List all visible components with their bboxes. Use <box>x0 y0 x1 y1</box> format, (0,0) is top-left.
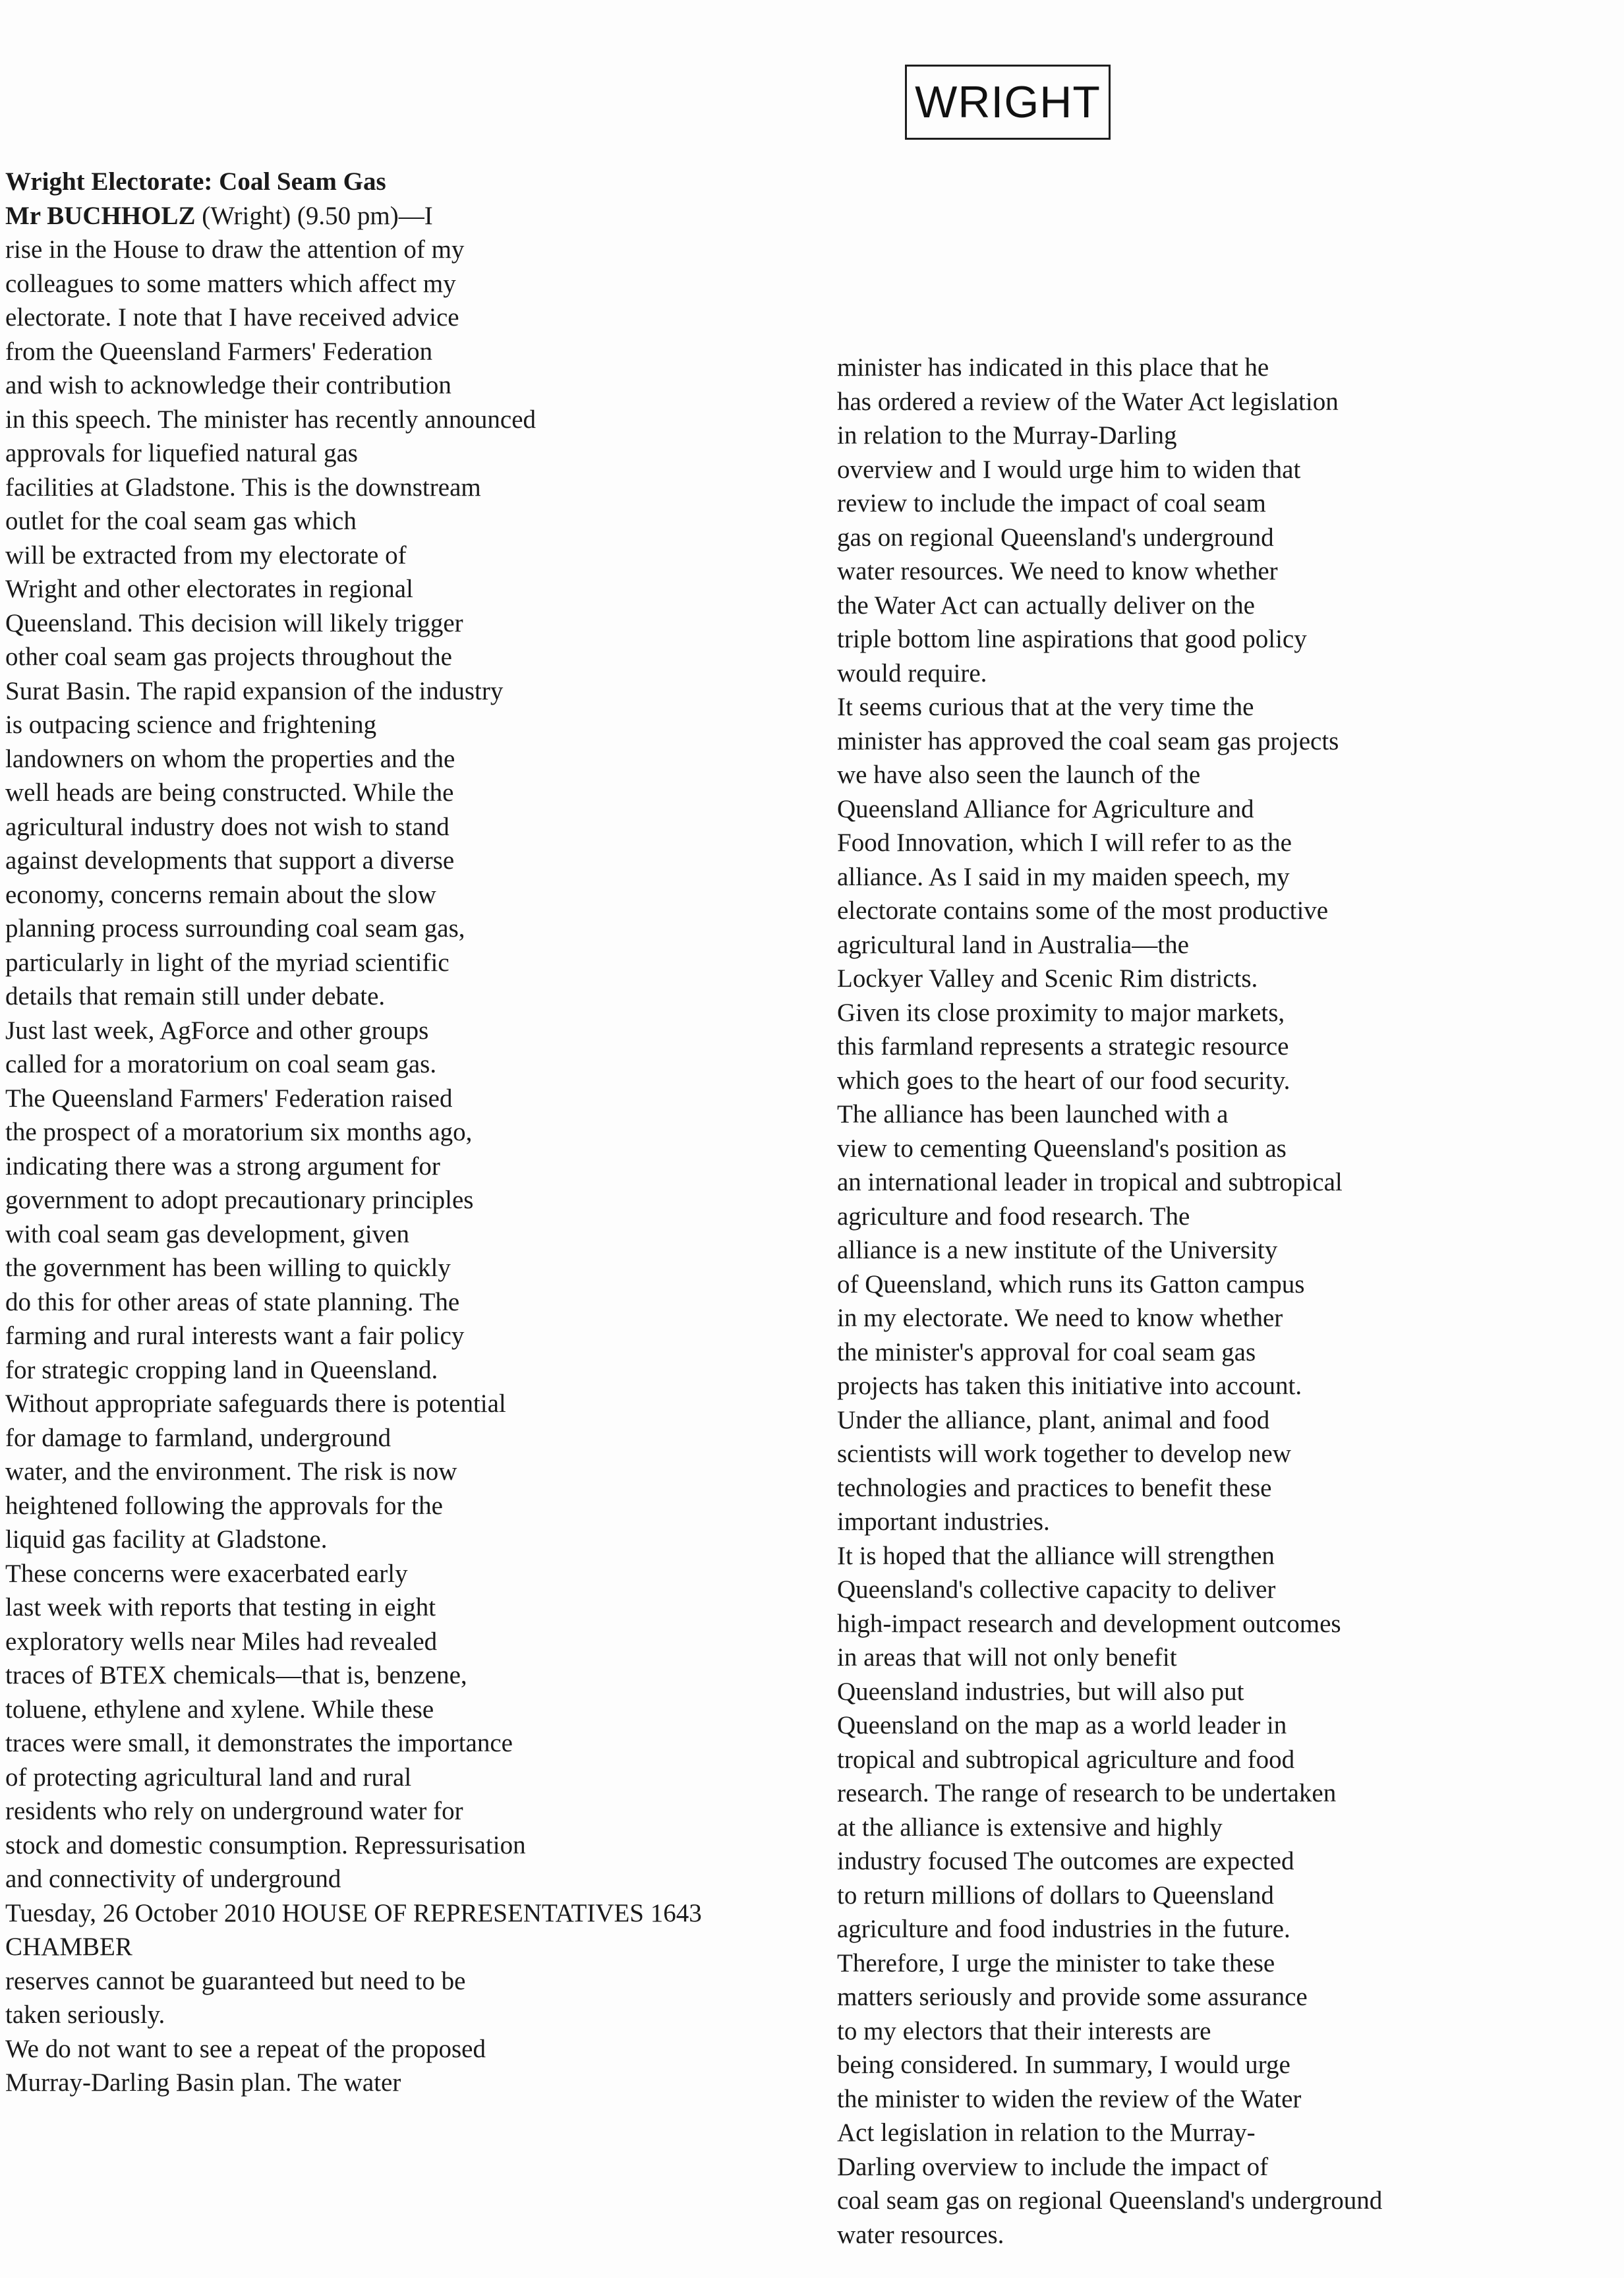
text-line: Given its close proximity to major markets, <box>837 998 1285 1027</box>
text-line: Queensland's collective capacity to deliver <box>837 1575 1276 1604</box>
left-column-body <box>5 233 836 2100</box>
text-line: Therefore, I urge the minister to take these <box>837 1948 1275 1977</box>
text-line: Without appropriate safeguards there is potential <box>5 1389 506 1418</box>
text-line: in this speech. The minister has recently announced <box>5 405 536 434</box>
text-line: approvals for liquefied natural gas <box>5 439 358 467</box>
text-line: is outpacing science and frightening <box>5 711 377 739</box>
text-line: exploratory wells near Miles had revealed <box>5 1627 438 1656</box>
text-line: indicating there was a strong argument for <box>5 1152 440 1181</box>
text-line: to return millions of dollars to Queensland <box>837 1881 1274 1910</box>
text-line: for strategic cropping land in Queensland. <box>5 1355 438 1384</box>
text-line: the prospect of a moratorium six months ago, <box>5 1118 473 1146</box>
text-line: Food Innovation, which I will refer to as the <box>837 829 1292 857</box>
text-line: rise in the House to draw the attention of my <box>5 235 465 264</box>
text-line: government to adopt precautionary principles <box>5 1186 474 1214</box>
text-line: farming and rural interests want a fair policy <box>5 1322 465 1350</box>
text-line: Surat Basin. The rapid expansion of the industry <box>5 676 504 705</box>
text-line: particularly in light of the myriad scientific <box>5 948 450 977</box>
text-line: agricultural industry does not wish to stand <box>5 812 450 841</box>
text-line: outlet for the coal seam gas which <box>5 507 357 535</box>
text-line: overview and I would urge him to widen that <box>837 455 1301 484</box>
text-line: in relation to the Murray-Darling <box>837 421 1177 450</box>
text-line: Murray-Darling Basin plan. The water <box>5 2068 401 2097</box>
text-line: Lockyer Valley and Scenic Rim districts. <box>837 964 1258 993</box>
text-line: electorate. I note that I have received advice <box>5 303 459 332</box>
text-line: technologies and practices to benefit these <box>837 1473 1272 1502</box>
text-line: agriculture and food research. The <box>837 1202 1190 1231</box>
text-line: agriculture and food industries in the future. <box>837 1915 1290 1943</box>
text-line: Tuesday, 26 October 2010 HOUSE OF REPRESENTATIVES 1643 <box>5 1898 702 1927</box>
text-line: Wright and other electorates in regional <box>5 575 413 603</box>
text-line: triple bottom line aspirations that good policy <box>837 625 1307 653</box>
text-line: matters seriously and provide some assurance <box>837 1983 1308 2011</box>
text-line: from the Queensland Farmers' Federation <box>5 337 433 366</box>
text-line: traces were small, it demonstrates the importance <box>5 1729 513 1757</box>
text-line: water resources. <box>837 2220 1004 2249</box>
text-line: Queensland industries, but will also put <box>837 1677 1244 1706</box>
text-line: would require. <box>837 658 987 687</box>
text-line: last week with reports that testing in eight <box>5 1593 436 1621</box>
text-line: of protecting agricultural land and rural <box>5 1763 412 1792</box>
right-column <box>837 351 1615 2252</box>
text-line: at the alliance is extensive and highly <box>837 1813 1223 1842</box>
text-line: against developments that support a diverse <box>5 846 455 875</box>
text-line: landowners on whom the properties and the <box>5 744 455 773</box>
text-line: tropical and subtropical agriculture and food <box>837 1745 1295 1774</box>
text-line: this farmland represents a strategic resource <box>837 1032 1289 1061</box>
text-line: heightened following the approvals for the <box>5 1491 443 1520</box>
text-line: CHAMBER <box>5 1933 132 1961</box>
text-line: minister has approved the coal seam gas projects <box>837 726 1339 755</box>
speech-title: Wright Electorate: Coal Seam Gas <box>5 167 386 196</box>
text-line: alliance is a new institute of the University <box>837 1236 1278 1264</box>
electorate-stamp: WRIGHT <box>905 65 1111 140</box>
text-line: the minister's approval for coal seam gas <box>837 1337 1256 1366</box>
text-line: being considered. In summary, I would urge <box>837 2051 1290 2079</box>
text-line: with coal seam gas development, given <box>5 1219 409 1248</box>
text-line: It is hoped that the alliance will strengthen <box>837 1541 1275 1570</box>
text-line: in my electorate. We need to know whether <box>837 1304 1283 1332</box>
text-line: facilities at Gladstone. This is the downstream <box>5 473 481 502</box>
text-line: in areas that will not only benefit <box>837 1643 1177 1672</box>
text-line: The Queensland Farmers' Federation raised <box>5 1084 453 1113</box>
text-line: These concerns were exacerbated early <box>5 1559 408 1588</box>
speaker-name: Mr BUCHHOLZ <box>5 201 196 230</box>
text-line: residents who rely on underground water for <box>5 1797 463 1825</box>
text-line: reserves cannot be guaranteed but need to be <box>5 1966 466 1995</box>
text-line: and wish to acknowledge their contribution <box>5 371 451 399</box>
text-line: projects has taken this initiative into account. <box>837 1372 1302 1400</box>
text-line: toluene, ethylene and xylene. While these <box>5 1695 434 1724</box>
text-line: alliance. As I said in my maiden speech, my <box>837 862 1290 891</box>
text-line: which goes to the heart of our food security. <box>837 1066 1290 1095</box>
text-line: industry focused The outcomes are expected <box>837 1847 1294 1875</box>
text-line: taken seriously. <box>5 2001 165 2029</box>
text-line: We do not want to see a repeat of the proposed <box>5 2034 486 2063</box>
text-line: details that remain still under debate. <box>5 982 386 1010</box>
text-line: called for a moratorium on coal seam gas. <box>5 1050 437 1078</box>
text-line: agricultural land in Australia—the <box>837 930 1189 959</box>
text-line: coal seam gas on regional Queensland's underground <box>837 2186 1383 2215</box>
left-column <box>5 165 836 2100</box>
text-line: the government has been willing to quickly <box>5 1254 451 1282</box>
text-line: will be extracted from my electorate of <box>5 540 407 570</box>
text-line: to my electors that their interests are <box>837 2016 1211 2045</box>
text-line: electorate contains some of the most productive <box>837 896 1329 925</box>
text-line: scientists will work together to develop new <box>837 1440 1291 1468</box>
text-line: traces of BTEX chemicals—that is, benzene, <box>5 1661 467 1689</box>
text-line: stock and domestic consumption. Repressurisation <box>5 1830 526 1859</box>
text-line: review to include the impact of coal seam <box>837 489 1266 517</box>
text-line: gas on regional Queensland's underground <box>837 523 1274 552</box>
text-line: other coal seam gas projects throughout the <box>5 643 452 671</box>
text-line: water resources. We need to know whether <box>837 557 1278 585</box>
text-line: Queensland. This decision will likely trigger <box>5 608 463 637</box>
text-line: do this for other areas of state planning. The <box>5 1287 460 1316</box>
text-line: an international leader in tropical and subtropical <box>837 1168 1343 1196</box>
text-line: important industries. <box>837 1507 1050 1536</box>
speaker-line <box>5 199 836 233</box>
text-line: It seems curious that at the very time the <box>837 693 1254 721</box>
text-line: The alliance has been launched with a <box>837 1100 1229 1128</box>
text-line: the minister to widen the review of the Water <box>837 2084 1302 2113</box>
text-line: Under the alliance, plant, animal and food <box>837 1405 1270 1434</box>
text-line: liquid gas facility at Gladstone. <box>5 1525 328 1554</box>
text-line: has ordered a review of the Water Act legislation <box>837 387 1339 416</box>
text-line: Act legislation in relation to the Murray- <box>837 2118 1256 2147</box>
text-line: Just last week, AgForce and other groups <box>5 1016 429 1045</box>
text-line: planning process surrounding coal seam gas, <box>5 914 465 943</box>
text-line: Darling overview to include the impact of <box>837 2152 1269 2181</box>
right-column-body <box>837 351 1615 2252</box>
text-line: Queensland Alliance for Agriculture and <box>837 794 1254 823</box>
text-line: the Water Act can actually deliver on the <box>837 591 1255 620</box>
text-line: research. The range of research to be undertaken <box>837 1779 1337 1807</box>
text-line: high-impact research and development outcomes <box>837 1609 1341 1638</box>
text-line: we have also seen the launch of the <box>837 761 1201 789</box>
text-line: water, and the environment. The risk is now <box>5 1457 457 1486</box>
text-line: colleagues to some matters which affect my <box>5 269 456 298</box>
text-line: of Queensland, which runs its Gatton campus <box>837 1270 1305 1299</box>
text-line: Queensland on the map as a world leader in <box>837 1711 1287 1739</box>
text-line: for damage to farmland, underground <box>5 1423 392 1452</box>
speaker-details: (Wright) (9.50 pm)—I <box>195 201 433 230</box>
text-line: view to cementing Queensland's position as <box>837 1134 1287 1163</box>
text-line: economy, concerns remain about the slow <box>5 880 436 909</box>
text-line: well heads are being constructed. While the <box>5 778 454 807</box>
text-line: minister has indicated in this place that he <box>837 353 1269 382</box>
text-line: and connectivity of underground <box>5 1865 341 1893</box>
